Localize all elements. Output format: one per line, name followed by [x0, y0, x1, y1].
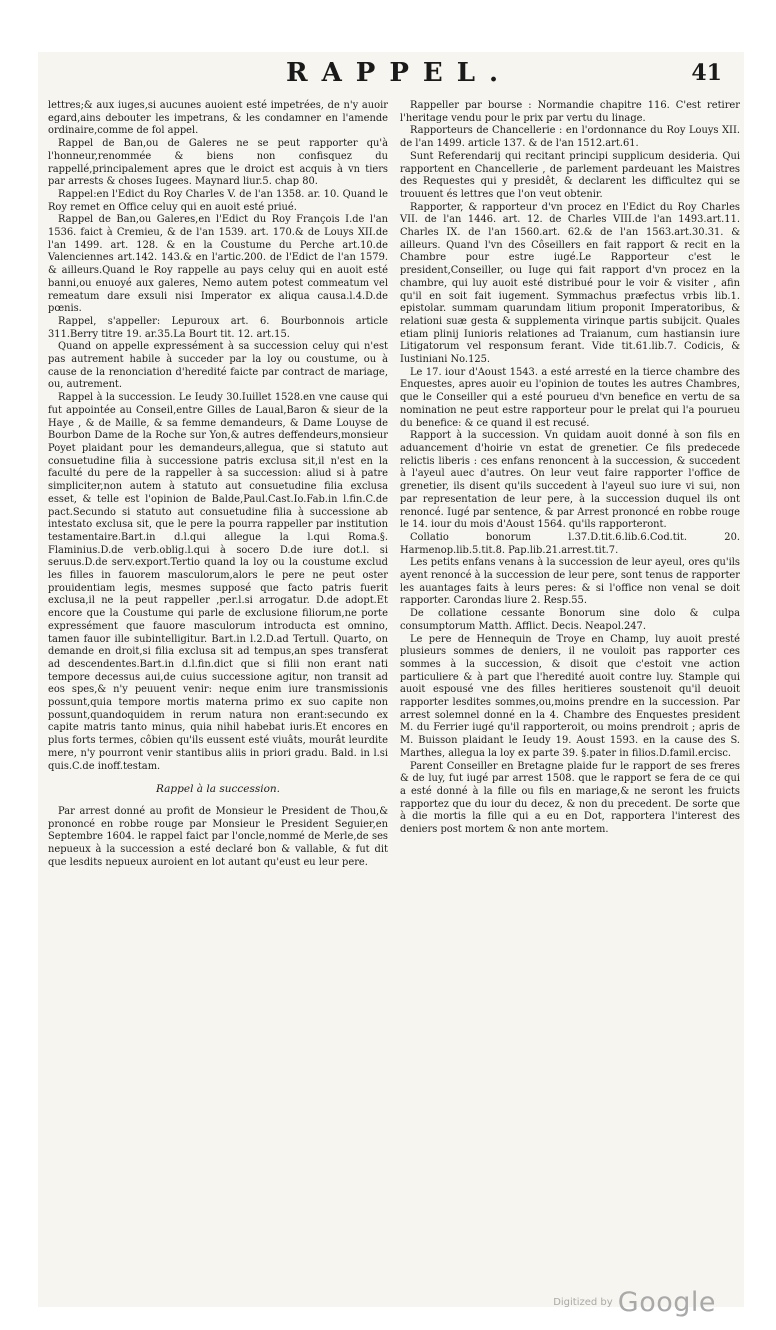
- paragraph: Rappel, s'appeller: Lepuroux art. 6. Bourbonnois article 311.Berry titre 19. ar.35.La Bourt tit. 12. art.15.: [48, 315, 388, 340]
- paragraph: Parent Conseiller en Bretagne plaide fur le rapport de ses freres & de luy, fut iugé par arrest 1508. que le rapport se fera de ce qui a esté donné à la fille ou fils en mariage,& ne seront les fruicts rapportez que du iour du decez, & non du precedent. De sorte que à die mortis la fille qui a eu en Dot, rapportera l'interest des deniers post mortem & non ante mortem.: [400, 760, 740, 836]
- paragraph: Le 17. iour d'Aoust 1543. a esté arresté en la tierce chambre des Enquestes, apres auoir eu l'opinion de toutes les autres Chambres, que le Conseiller qui a esté pourueu d'vn benefice en vertu de sa nomination ne peut estre rapporteur pour le prelat qui l'a pourueu du benefice: & ce quand il est recusé.: [400, 366, 740, 429]
- paragraph: Rappel de Ban,ou Galeres,en l'Edict du Roy François I.de l'an 1536. faict à Cremieu, & de l'an 1539. art. 170.& de Louys XII.de l'an 1499. art. 128. & en la Coustume du Perche art.10.de Valenciennes art.142. 143.& en l'artic.200. de l'Edict de l'an 1579. & ailleurs.Quand le Roy rappelle au pays celuy qui en auoit esté banni,ou enuoyé aux galeres, Nemo autem potest commeatum vel remeatum dare exsuli nisi Imperator ex aliqua causa.l.4.D.de pœnis.: [48, 214, 388, 315]
- paragraph: Rappel à la succession. Le Ieudy 30.Iuillet 1528.en vne cause qui fut appointée au Conseil,entre Gilles de Laual,Baron & sieur de la Haye , & de Maille, & sa femme demandeurs, & Dame Louyse de Bourbon Dame de la Roche sur Yon,& autres deffendeurs,monsieur Poyet plaidant pour les demandeurs,allegua, que si statuto aut consuetudine filia à successione patris exclusa sit,il n'est en la faculté du pere de la rappeller à sa succession: aliud si à patre simpliciter,non autem à statuto aut consuetudine filia exclusa esset, & telle est l'opinion de Balde,Paul.Cast.Io.Fab.in l.fin.C.de pact.Secundo si statuto aut consuetudine filia à successione ab intestato exclusa sit, que le pere la pourra rappeller par institution testamentaire.Bart.in d.l.qui allegue la l.qui Roma.§. Flaminius.D.de verb.oblig.l.qui à socero D.de iure dot.l. si seruus.D.de serv.export.Tertio quand la loy ou la coustume exclud les filles in fauorem masculorum,alors le pere ne peut oster prouidentiam legis, mesmes supposé que facto patris fuerit exclusa,il ne la peut rappeller ,per.l.si arrogatur. D.de adopt.Et encore que la Coustume qui parle de exclusione filiorum,ne porte expressément que fauore masculorum introducta est omnino, tamen fauor ille subintelligitur. Bart.in l.2.D.ad Tertull. Quarto, on demande en droit,si filia exclusa sit ad tempus,an spes transferat ad descendentes.Bart.in d.l.fin.dict que si filii non erant nati tempore decessus aui,de cuius successione agitur, non transit ad eos spes,& n'y peuuent venir: neque enim iure transmissionis possunt,quia tempore mortis materna primo ex suo capite non possunt,quandoquidem in rerum natura non erant:secundo ex capite matris tanto minus, quia nihil habebat iuris.Et encores en plus forts termes, côbien qu'ils eussent esté viuâts, mourât leurdite mere, n'y pourront venir stantibus aliis in priori gradu. Bald. in l.si quis.C.de inoff.testam.: [48, 392, 388, 772]
- paragraph: Les petits enfans venans à la succession de leur ayeul, ores qu'ils ayent renoncé à la succession de leur pere, sont tenus de rapporter les auantages faits à leurs peres: & si l'office non venal se doit rapporter. Carondas liure 2. Resp.55.: [400, 557, 740, 607]
- paragraph: Quand on appelle expressément à sa succession celuy qui n'est pas autrement habile à succeder par la loy ou coustume, ou à cause de la renonciation d'heredité faicte par contract de mariage, ou, autrement.: [48, 341, 388, 391]
- google-watermark: [553, 1287, 716, 1318]
- left-column: [48, 100, 388, 869]
- paragraph: Collatio bonorum l.37.D.tit.6.lib.6.Cod.tit. 20. Harmenop.lib.5.tit.8. Pap.lib.21.arrest.tit.7.: [400, 531, 740, 556]
- paragraph: Rappel de Ban,ou de Galeres ne se peut rapporter qu'à l'honneur,renommée & biens non confisquez du rappellé,principalement apres que le droict est acquis à vn tiers par arrests & choses Iugees. Maynard liur.5. chap 80.: [48, 138, 388, 188]
- google-logo-text: Google: [617, 1287, 716, 1318]
- section-heading: Rappel à la succession.: [156, 783, 280, 796]
- watermark-prefix: Digitized by: [553, 1297, 613, 1308]
- paragraph: lettres;& aux iuges,si aucunes auoient esté impetrées, de n'y auoir egard,ains debouter les impetrans, & les condamner en l'amende ordinaire,comme de fol appel.: [48, 100, 388, 137]
- paragraph: De collatione cessante Bonorum sine dolo & culpa consumptorum Matth. Afflict. Decis. Neapol.247.: [400, 608, 740, 632]
- paragraph: Par arrest donné au profit de Monsieur le President de Thou,& prononcé en robbe rouge par Monsieur le President Seguier,en Septembre 1604. le rappel faict par l'oncle,nommé de Merle,de ses nepueux à la succession a esté declaré bon & vallable, & fut dit que lesdits nepueux auroient en lot autant qu'eust eu leur pere.: [48, 805, 388, 868]
- right-column: [400, 100, 740, 837]
- running-head: [38, 58, 744, 98]
- paragraph: Sunt Referendarij qui recitant principi supplicum desideria. Qui rapportent en Chancellerie , de parlement pardeuant les Maistres des Requestes qui y presidêt, & declarent les difficultez qui se trouuent és lettres que l'on veut obtenir.: [400, 150, 740, 200]
- page-number: 41: [691, 60, 722, 86]
- paragraph: Rappel:en l'Edict du Roy Charles V. de l'an 1358. ar. 10. Quand le Roy remet en Office celuy qui en auoit esté priué.: [48, 188, 388, 213]
- paragraph: Rapporter, & rapporteur d'vn procez en l'Edict du Roy Charles VII. de l'an 1446. art. 12. de Charles VIII.de l'an 1493.art.11. Charles IX. de l'an 1560.art. 62.& de l'an 1563.art.30.31. & ailleurs. Quand l'vn des Côseillers en fait rapport & recit en la Chambre pour estre iugé.Le Rapporteur c'est le president,Conseiller, ou Iuge qui fait rapport d'vn procez en la chambre, qui luy auoit esté distribué pour le voir & visiter , afin qu'il en soit fait iugement. Symmachus præfectus vrbis lib.1. epistolar. summam quarundam litium proponit Imperatoribus, & relationi suæ gesta & supplementa virinque partis subijcit. Quales etiam plinij Iunioris relationes ad Traianum, cum hastiansin iure Litigatorum vel responsum ferant. Vide tit.61.lib.7. Codicis, & Iustiniani No.125.: [400, 201, 740, 366]
- paragraph: Rappeller par bourse : Normandie chapitre 116. C'est retirer l'heritage vendu pour le prix par vertu du linage.: [400, 100, 740, 124]
- page-title: RAPPEL.: [286, 58, 513, 88]
- paragraph: Rapport à la succession. Vn quidam auoit donné à son fils en aduancement d'hoirie vn estat de grenetier. Ce fils predecede relictis liberis : ces enfans renoncent à la succession, & succedent à l'ayeul auec d'autres. On leur veut faire rapporter l'office de grenetier, ils disent qu'ils succedent à l'ayeul suo iure vi sui, non par representation de leur pere, à la succession duquel ils ont renoncé. Iugé par sentence, & par Arrest prononcé en robbe rouge le 14. iour du mois d'Aoust 1564. qu'ils rapporteront.: [400, 430, 740, 531]
- paragraph: Rapporteurs de Chancellerie : en l'ordonnance du Roy Louys XII. de l'an 1499. article 137. & de l'an 1512.art.61.: [400, 125, 740, 150]
- paragraph: Le pere de Hennequin de Troye en Champ, luy auoit presté plusieurs sommes de deniers, il ne vouloit pas rapporter ces sommes à la succession, & disoit que c'estoit vne action particuliere & à part que l'heredité auoit contre luy. Stample qui auoit espousé vne des filles heritieres soustenoit qu'il deuoit rapporter lesdites sommes,ou,moins prendre en la succession. Par arrest solemnel donné en la 4. Chambre des Enquestes president M. du Ferrier iugé qu'il rapporteroit, ou moins prendroit ; apris de M. Buisson plaidant le Ieudy 19. Aoust 1593. en la cause des S. Marthes, allegua la loy ex parte 39. §.pater in filios.D.famil.ercisc.: [400, 633, 740, 759]
- book-page: [38, 52, 744, 1307]
